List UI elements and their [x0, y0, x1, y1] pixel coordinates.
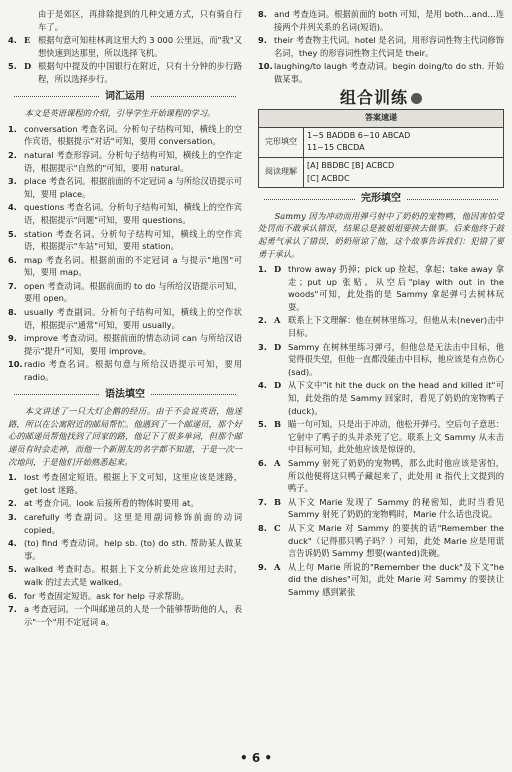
answer-letter: D	[274, 380, 282, 391]
answer-entry	[8, 228, 242, 253]
grammar-section-header	[8, 389, 242, 402]
answer-entry	[8, 8, 242, 33]
number-circle-icon	[411, 93, 422, 104]
previous-answers	[8, 8, 242, 86]
explanation-text: Sammy 在树林里练习弹弓，但他总是无法击中目标，他觉得很失望，但他一直都没能击中目标，他应该是有点伤心(sad)。	[288, 341, 504, 377]
explanation-text: usually 考查副词。分析句子结构可知，横线上的空作状语，根据提示"通常"可知，要用 usually。	[24, 307, 242, 330]
item-number	[8, 8, 24, 33]
explanation-text: (to) find 考查动词。help sb. (to) do sth. 帮助某人做某事。	[24, 538, 242, 561]
explanation-text: 从下文 Marie 对 Sammy 的要挟的话"Remember the duck"（记得那只鸭子吗？）可知，此处 Marie 应是用谎言告诉奶奶 Sammy 想要(wanted)洗碗。	[288, 522, 504, 559]
item-number: 3.	[8, 176, 17, 187]
answer-entry	[258, 561, 504, 599]
answer-entry	[258, 379, 504, 417]
answer-category: 阅读理解	[259, 157, 304, 187]
answer-entry	[8, 123, 242, 148]
item-number: 9.	[8, 333, 17, 344]
grammar-intro: 本文讲述了一只大灯企鹅的经历。由于不会说英语，他迷路，所以在公寓附近的邮局帮忙。他遇到了一个邮递员，那个好心的邮递员帮他找到了回家的路，他记下了很多单词，但那个邮递员有时会走神，而他一个新朋友的名字都不知道，于是一次一次地问，于是他们开始熟悉起来。	[8, 406, 242, 467]
divider	[407, 199, 498, 200]
item-number: 5.	[258, 419, 267, 430]
answer-entry	[8, 306, 242, 331]
explanation-text: their 考查物主代词。hotel 是名词，用形容词性物主代词修饰名词，they 的形容词性物主代词是 their。	[274, 35, 504, 58]
answer-entry	[8, 201, 242, 226]
previous-answers	[258, 8, 504, 86]
answer-cell	[304, 127, 504, 157]
item-number: 10.	[8, 359, 23, 370]
item-number: 5.	[8, 61, 17, 72]
explanation-text: improve 考查动词。根据前面的情态动词 can 与所给汉语提示"提升"可知，要用 improve。	[24, 333, 242, 356]
answer-table	[258, 109, 504, 188]
explanation-text: questions 考查名词。分析句子结构可知，横线上的空作宾语，根据提示"问题"可知，要用 questions。	[24, 202, 242, 225]
vocab-section-header	[8, 91, 242, 104]
item-number: 3.	[8, 511, 17, 522]
item-number: 1.	[8, 472, 17, 483]
explanation-text: 瞄一句可知，只是出于冲动，他松开弹弓。空后句子意思：它射中了鸭子的头并杀死了它。联系上文 Sammy 从未击中目标可知，此处他应该是惊讶的。	[288, 419, 504, 455]
item-number: 4.	[8, 538, 17, 549]
answer-entry	[8, 254, 242, 279]
divider	[151, 96, 236, 97]
explanation-text: lost 考查固定短语。根据上下文可知，这里应该是迷路，get lost 迷路。	[24, 472, 242, 495]
explanation-text: Sammy 射死了奶奶的宠物鸭，那么此时他应该是害怕，所以他便将这只鸭子藏起来了，此处用 it 指代上文提到的鸭子。	[288, 458, 504, 494]
answer-letter: D	[274, 264, 282, 275]
item-number: 4.	[8, 35, 17, 46]
answer-letter: D	[274, 341, 282, 352]
answer-entry	[8, 563, 242, 588]
explanation-text: laughing/to laugh 考查动词。begin doing/to do sth. 开始做某事。	[274, 61, 504, 84]
answer-entry	[258, 60, 504, 85]
group-title-text: 组合训练	[339, 87, 408, 107]
item-number: 9.	[258, 35, 267, 46]
answer-line: 1~5 BADDB 6~10 ABCAD	[307, 130, 411, 140]
explanation-text: a 考查冠词。一个叫邮递员的人是一个能够帮助他的人，表示"一个"用不定冠词 a。	[24, 604, 242, 627]
item-number: 6.	[258, 458, 267, 468]
section-title: 完形填空	[361, 193, 401, 205]
answer-letter: E	[24, 35, 31, 46]
answer-entry	[258, 8, 504, 33]
explanation-text: 根据句意可知桂林离这里大约 3 000 公里远，而"我"又想快速到达那里，所以选择飞机。	[38, 35, 242, 58]
section-title: 语法填空	[105, 388, 145, 400]
answer-entry	[258, 314, 504, 339]
table-row	[259, 157, 504, 187]
vocab-answers	[8, 123, 242, 384]
explanation-text: for 考查固定短语。ask for help 寻求帮助。	[24, 590, 190, 601]
answer-entry	[258, 263, 504, 313]
answer-letter: B	[274, 496, 282, 507]
answer-letter: C	[274, 522, 281, 533]
page-number: • 6 •	[239, 751, 273, 765]
answer-entry	[258, 457, 504, 495]
item-number: 4.	[258, 380, 267, 391]
grammar-answers	[8, 471, 242, 628]
explanation-text: conversation 考查名词。分析句子结构可知，横线上的空作宾语，根据提示"对话"可知，要用 conversation。	[24, 123, 242, 147]
explanation-text: and 考查连词。根据前面的 both 可知，是用 both…and…连接两个并列关系的名词(短语)。	[274, 9, 504, 32]
explanation-text: throw away 扔掉；pick up 捡起，拿起；take away 拿走；put up 张贴。从空后"play with out in the woods"可知，此处指的是 Sammy 拿起弹弓去树林玩耍。	[288, 264, 504, 312]
item-number: 7.	[8, 604, 17, 615]
answer-letter: A	[274, 561, 281, 572]
item-number: 1.	[258, 264, 267, 275]
answer-entry	[258, 496, 504, 521]
explanation-text: 从下文中"it hit the duck on the head and killed it"可知，此处指的是 Sammy 回家时，看见了奶奶的宠物鸭子(duck)。	[288, 380, 504, 416]
divider	[14, 394, 99, 395]
item-number: 4.	[8, 202, 17, 213]
answer-letter: D	[24, 61, 32, 72]
item-number: 2.	[258, 315, 267, 326]
item-number: 7.	[8, 280, 17, 291]
answer-letter: A	[274, 458, 281, 468]
answer-entry	[8, 34, 242, 59]
explanation-text: place 考查名词。根据前面的不定冠词 a 与所给汉语提示可知，要用 place。	[24, 176, 242, 199]
item-number: 10.	[258, 61, 273, 72]
answer-entry	[8, 511, 242, 536]
answer-letter: A	[274, 315, 281, 326]
answer-entry	[258, 341, 504, 379]
item-number: 8.	[8, 307, 17, 318]
answer-letter	[24, 8, 38, 33]
answer-entry	[8, 537, 242, 562]
explanation-text: natural 考查形容词。分析句子结构可知，横线上的空作定语，根据提示"自然的"可知，要用 natural。	[24, 149, 242, 173]
item-number: 3.	[258, 341, 267, 352]
answer-entry	[8, 590, 242, 603]
explanation-text: map 考查名词。根据前面的不定冠词 a 与提示"地图"可知，要用 map。	[24, 254, 242, 278]
item-number: 6.	[8, 590, 17, 601]
item-number: 5.	[8, 228, 17, 239]
answer-entry	[8, 175, 242, 200]
answer-cell	[304, 157, 504, 187]
table-row	[259, 127, 504, 157]
divider	[264, 199, 355, 200]
answer-line: [A] BBDBC [B] ACBCD	[307, 160, 395, 170]
explanation-text: 联系上下文理解：他在树林里练习，但他从未(never)击中目标。	[288, 315, 504, 339]
item-number: 2.	[8, 498, 17, 509]
cloze-intro: Sammy 因为冲动而用弹弓射中了奶奶的宠物鸭，他因害怕受处罚而不敢承认错误，结果总是被姐姐要挟去做事。后来他终于鼓起勇气承认了错误，奶奶原谅了他，这个故事告诉我们：犯错了要勇于承认。	[258, 210, 504, 259]
answer-entry	[8, 149, 242, 174]
explanation-text: 由于是郊区，再排除提到的几种交通方式，只有骑自行车了。	[38, 9, 242, 32]
item-number: 8.	[258, 522, 267, 533]
explanation-text: open 考查动词。根据前面的 to do 与所给汉语提示可知，要用 open。	[24, 280, 242, 304]
explanation-text: at 考查介词。look 后接所看的物体时要用 at。	[24, 498, 199, 509]
answer-entry	[8, 471, 242, 496]
explanation-text: carefully 考查副词。这里是用副词修饰前面的动词 copied。	[24, 511, 242, 535]
cloze-section-header	[258, 193, 504, 206]
answer-entry	[8, 60, 242, 85]
item-number: 9.	[258, 561, 267, 572]
answer-line: 11~15 CBCDA	[307, 143, 365, 153]
explanation-text: walked 考查时态。根据上下文分析此处应该用过去时，walk 的过去式是 walked。	[24, 564, 242, 587]
explanation-text: 根据句中提及的中国银行在附近，只有十分钟的步行路程，所以选择步行。	[38, 61, 242, 84]
item-number: 1.	[8, 123, 17, 134]
answer-line: [C] ACBDC	[307, 173, 350, 183]
explanation-text: radio 考查名词。根据句意与所给汉语提示可知，要用 radio。	[24, 359, 242, 383]
answer-entry	[8, 280, 242, 305]
answer-entry	[8, 358, 242, 383]
left-column	[8, 8, 242, 629]
divider	[151, 394, 236, 395]
item-number: 5.	[8, 564, 17, 575]
answer-letter: B	[274, 419, 282, 430]
item-number: 8.	[258, 9, 267, 19]
answer-entry	[258, 34, 504, 59]
item-number: 7.	[258, 496, 267, 507]
answer-entry	[8, 332, 242, 357]
cloze-answers	[258, 263, 504, 598]
answer-entry	[8, 497, 242, 510]
group-training-title	[258, 87, 504, 107]
divider	[14, 96, 99, 97]
section-title: 词汇运用	[105, 90, 145, 102]
vocab-intro: 本文是英语课程的介绍，引导学生开始课程的学习。	[24, 108, 216, 119]
answer-entry	[258, 522, 504, 560]
answer-category: 完形填空	[259, 127, 304, 157]
answer-table-header: 答案速递	[259, 110, 504, 128]
explanation-text: 从下文 Marie 发现了 Sammy 的秘密知，此时当看见 Sammy 射死了奶奶的宠物鸭时，Marie 什么话也没说。	[288, 496, 504, 520]
answer-entry	[8, 603, 242, 628]
item-number: 6.	[8, 254, 17, 265]
explanation-text: 从上句 Marie 所说的"Remember the duck"及下文"he did the dishes"可知，此处 Marie 对 Sammy 的要挟让 Sammy 感到紧张	[288, 561, 504, 597]
right-column	[258, 8, 504, 600]
explanation-text: station 考查名词。分析句子结构可知，横线上的空作宾语，根据提示"车站"可知，要用 station。	[24, 228, 242, 252]
item-number: 2.	[8, 149, 17, 160]
answer-entry	[258, 418, 504, 456]
